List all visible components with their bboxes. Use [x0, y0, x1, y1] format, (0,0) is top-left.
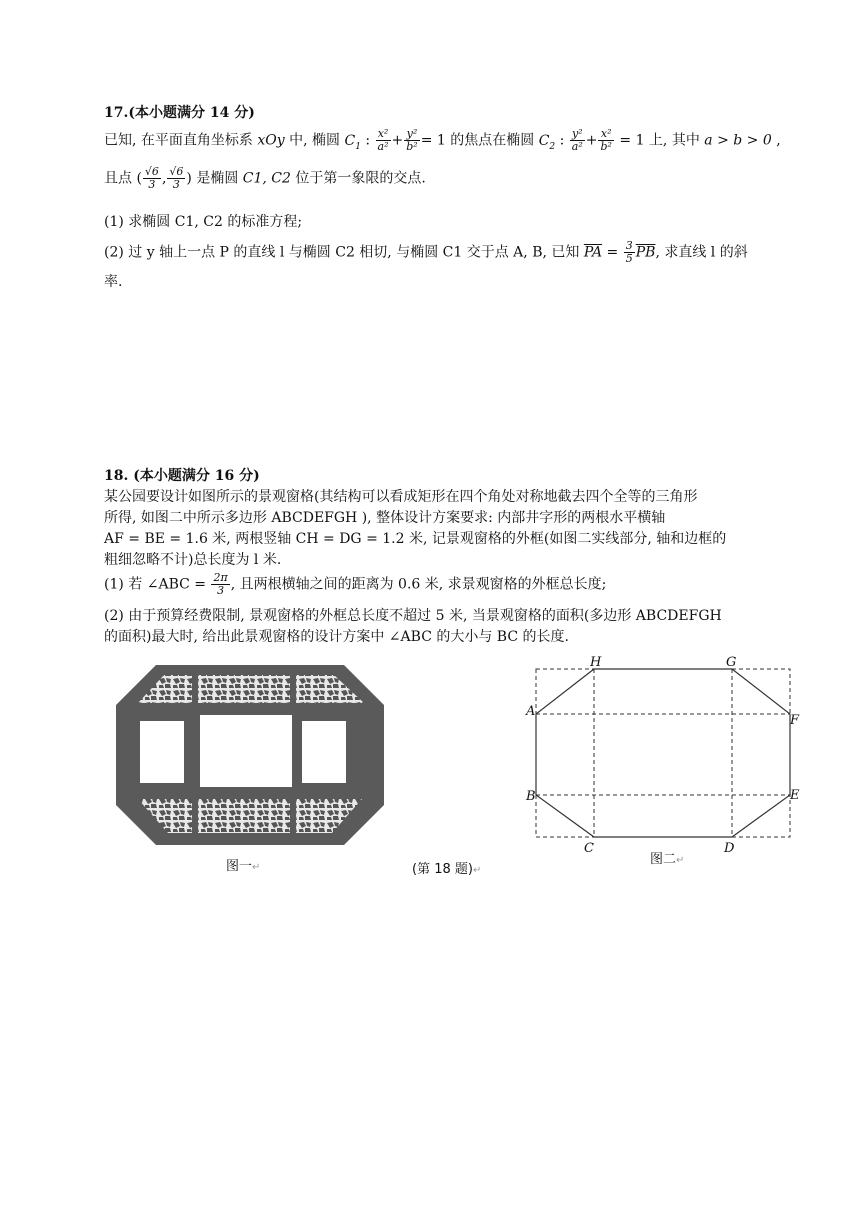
- q17-header: 17.(本小题满分 14 分): [104, 105, 255, 121]
- q17-line2: 且点 ( $\frac{√6}{3}$ , $\frac{√6}{3}$ ) 是椭圆 C1, C2 位于第一象限的交点.: [104, 165, 426, 191]
- q18-part2-cont: 的面积)最大时, 给出此景观窗格的设计方案中 ∠ABC 的大小与 BC 的长度.: [104, 629, 569, 645]
- c1-symbol: $C_1$: [344, 132, 361, 152]
- vertex-label-h: H: [590, 655, 602, 670]
- problem-caption: (第 18 题)↵: [412, 862, 482, 877]
- vertex-label-b: B: [526, 789, 536, 804]
- vertex-label-a: A: [526, 704, 536, 719]
- q17-part2: (2) 过 y 轴上一点 P 的直线 l 与椭圆 C2 相切, 与椭圆 C1 交于点 A, B, 已知 $\overline{PA}$ = $\frac{3}{5}$ $\overline{PB}$, 求直线 l 的斜: [104, 239, 748, 265]
- octagon-diagram: [524, 652, 810, 864]
- q18-part1: (1) 若 ∠ABC = $\frac{2\pi}{3}$ , 且两根横轴之间的距离为 0.6 米, 求景观窗格的外框总长度;: [104, 571, 607, 597]
- q18-para-line4: 粗细忽略不计)总长度为 l 米.: [104, 552, 282, 568]
- frac-y2-a2: $\frac{\text{y²}}{\text{a²}}$: [571, 127, 583, 153]
- point-x: $\frac{√6}{3}$: [144, 165, 159, 191]
- q18-part2: (2) 由于预算经费限制, 景观窗格的外框总长度不超过 5 米, 当景观窗格的面积(多边形 ABCDEFGH: [104, 608, 722, 624]
- vertex-label-e: E: [790, 788, 800, 803]
- landscape-window-figure: [116, 665, 384, 845]
- frac-x2-a2: $\frac{\text{x²}}{\text{a²}}$: [377, 127, 389, 153]
- vertex-label-c: C: [584, 841, 594, 856]
- angle-fraction: $\frac{2\pi}{3}$: [213, 571, 228, 597]
- q18-para-line1: 某公园要设计如图所示的景观窗格(其结构可以看成矩形在四个角处对称地截去四个全等的三角形: [104, 489, 698, 505]
- point-y: $\frac{√6}{3}$: [169, 165, 184, 191]
- q18-para-line3: AF = BE = 1.6 米, 两根竖轴 CH = DG = 1.2 米, 记景观窗格的外框(如图二实线部分, 轴和边框的: [104, 531, 727, 547]
- frac-three-fifths: $\frac{3}{5}$: [625, 239, 633, 265]
- vertex-label-g: G: [726, 655, 737, 670]
- q18-header: 18. (本小题满分 16 分): [104, 468, 260, 484]
- vertex-label-f: F: [790, 713, 800, 728]
- q17-line1: 已知, 在平面直角坐标系 xOy 中, 椭圆 $C_1$ : $\frac{\text{x²}}{\text{a²}}$ + $\frac{\text{y²}}{\text{b²}}$ = 1 的焦点在椭圆 $C_2$ : $\frac{\text{y²}}{\text{a²}}$ + $\frac{\text{x²}}{\text{b²}}$ = 1 上, 其中 a > b > 0 ,: [104, 127, 781, 153]
- c2-symbol: $C_2$: [538, 132, 556, 152]
- q18-para-line2: 所得, 如图二中所示多边形 ABCDEFGH ), 整体设计方案要求: 内部井字形的两根水平横轴: [104, 510, 666, 526]
- q17-part1: (1) 求椭圆 C1, C2 的标准方程;: [104, 214, 303, 230]
- frac-x2-b2: $\frac{\text{x²}}{\text{b²}}$: [600, 127, 612, 153]
- vertex-label-d: D: [724, 841, 735, 856]
- figure2-caption: 图二↵: [650, 852, 685, 867]
- q17-part2-cont: 率.: [104, 274, 123, 290]
- figure1-caption: 图一↵: [226, 859, 261, 874]
- frac-y2-b2: $\frac{\text{y²}}{\text{b²}}$: [406, 127, 418, 153]
